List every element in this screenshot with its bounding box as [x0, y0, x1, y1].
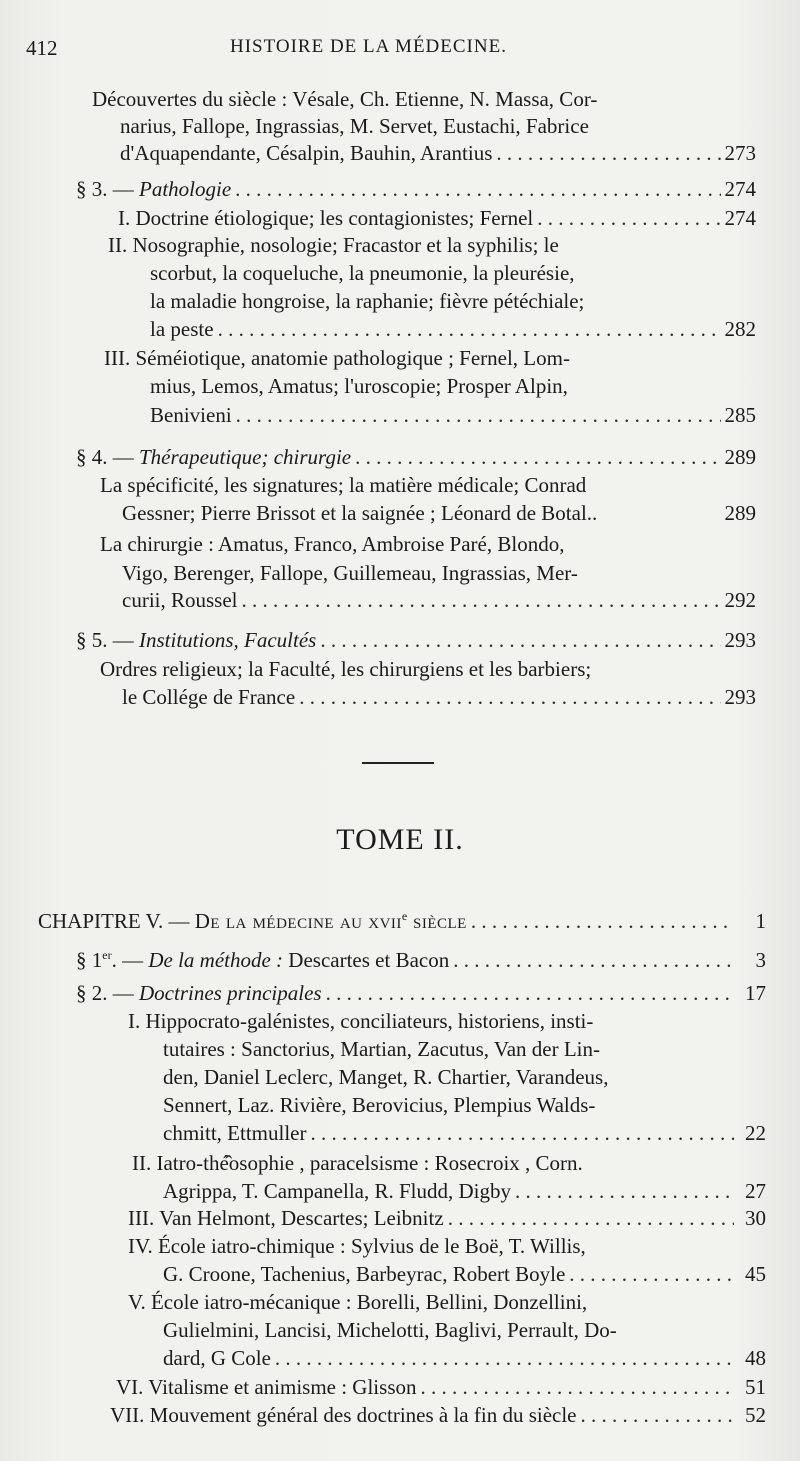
entry-line: Gulielmini, Lancisi, Michelotti, Baglivi, Perrault, Do- — [163, 1318, 617, 1342]
leader-dots — [320, 627, 720, 653]
entry-line: curii, Roussel — [122, 588, 238, 612]
page-ref: 292 — [724, 588, 756, 612]
toc-entry — [128, 1205, 766, 1231]
entry-line: Découvertes du siècle : Vésale, Ch. Etienne, N. Massa, Cor- — [92, 87, 598, 111]
chapter-entry — [38, 903, 766, 934]
entry-line: G. Croone, Tachenius, Barbeyrac, Robert Boyle — [163, 1262, 566, 1286]
entry-line: Agrippa, T. Campanella, R. Fludd, Digby — [163, 1179, 512, 1203]
leader-dots — [355, 444, 720, 470]
toc-entry — [163, 1261, 766, 1287]
divider-rule — [362, 762, 434, 764]
entry-line: la peste — [150, 317, 214, 341]
section-title: De la méthode : — [148, 948, 284, 972]
chapter-title-end: siècle — [407, 909, 467, 933]
leader-dots — [299, 684, 720, 710]
leader-dots — [326, 980, 734, 1006]
entry-line: I. Doctrine étiologique; les contagionistes; Fernel — [118, 206, 534, 230]
page-ref: 293 — [724, 628, 756, 652]
leader-dots — [448, 1205, 734, 1231]
leader-dots — [537, 205, 720, 231]
page-ref: 3 — [755, 948, 766, 972]
toc-entry — [122, 684, 756, 710]
page-ref: 17 — [745, 981, 766, 1005]
page-ref: 285 — [724, 403, 756, 427]
entry-line: Vigo, Berenger, Fallope, Guillemeau, Ingrassias, Mer- — [122, 561, 578, 585]
entry-line: Ordres religieux; la Faculté, les chirurgiens et les barbiers; — [100, 657, 592, 681]
entry-line: la maladie hongroise, la raphanie; fièvre pétéchiale; — [150, 289, 585, 313]
entry-line: II. Nosographie, nosologie; Fracastor et la syphilis; le — [108, 233, 559, 257]
leader-dots — [515, 1178, 734, 1204]
toc-entry — [122, 587, 756, 613]
entry-line: dard, G Cole — [163, 1346, 271, 1370]
section-label: § 5. — — [76, 628, 139, 652]
section-label: § 3. — — [76, 177, 139, 201]
leader-dots — [496, 140, 720, 166]
leader-dots — [569, 1261, 734, 1287]
entry-line: mius, Lemos, Amatus; l'uroscopie; Prosper Alpin, — [150, 374, 568, 398]
entry-line: chmitt, Ettmuller — [163, 1121, 307, 1145]
page-ref: 274 — [724, 177, 756, 201]
section-title: Institutions, Facultés — [139, 628, 317, 652]
page-ref: 289 — [724, 501, 756, 525]
leader-dots — [275, 1345, 734, 1371]
page-ref: 289 — [724, 445, 756, 469]
page-ref: 27 — [745, 1179, 766, 1203]
toc-entry — [163, 1345, 766, 1371]
toc-entry — [120, 140, 756, 166]
entry-line: III. Séméiotique, anatomie pathologique ; Fernel, Lom- — [104, 346, 570, 370]
page-ref: 30 — [745, 1206, 766, 1230]
entry-line: scorbut, la coqueluche, la pneumonie, la pleurésie, — [150, 261, 575, 285]
section-entry — [76, 942, 766, 973]
leader-dots — [242, 587, 721, 613]
page-ref: 1 — [755, 909, 766, 933]
toc-entry — [150, 316, 756, 342]
entry-line: Benivieni — [150, 403, 232, 427]
section-title: Thérapeutique; chirurgie — [139, 445, 352, 469]
entry-line: I. Hippocrato-galénistes, conciliateurs, historiens, insti- — [128, 1009, 594, 1033]
leader-dots — [421, 1374, 735, 1400]
entry-line: Gessner; Pierre Brissot et la saignée ; Léonard de Botal.. — [122, 501, 598, 525]
section-label: § 4. — — [76, 445, 139, 469]
section-label-end: . — — [111, 948, 149, 972]
page-ref: 274 — [724, 206, 756, 230]
entry-line: La chirurgie : Amatus, Franco, Ambroise Paré, Blondo, — [100, 532, 565, 556]
tome-heading: TOME II. — [336, 823, 464, 856]
toc-entry — [163, 1178, 766, 1204]
entry-line: le Collége de France — [122, 685, 296, 709]
page-ref: 273 — [724, 141, 756, 165]
chapter-label: CHAPITRE V. — — [38, 909, 195, 933]
entry-line: II. Iatro-thé̂osophie , paracelsisme : Rosecroix , Corn. — [132, 1151, 583, 1175]
toc-entry — [150, 402, 756, 428]
section-entry — [76, 444, 756, 470]
entry-line: VI. Vitalisme et animisme : Glisson — [116, 1375, 417, 1399]
entry-line: IV. École iatro-chimique : Sylvius de le Boë, T. Willis, — [128, 1234, 586, 1258]
page-ref: 45 — [745, 1262, 766, 1286]
entry-line: narius, Fallope, Ingrassias, M. Servet, Eustachi, Fabrice — [120, 114, 589, 138]
section-title: Pathologie — [139, 177, 232, 201]
chapter-title-sup: e — [401, 909, 408, 923]
leader-dots — [471, 908, 734, 934]
leader-dots — [453, 947, 734, 973]
leader-dots — [581, 1402, 734, 1428]
section-label-sup: er — [102, 948, 112, 962]
page-ref: 22 — [745, 1121, 766, 1145]
entry-line: III. Van Helmont, Descartes; Leibnitz — [128, 1206, 444, 1230]
chapter-title: De la médecine au xvii — [194, 909, 402, 933]
page-ref: 52 — [745, 1403, 766, 1427]
page-number: 412 — [26, 36, 58, 60]
entry-line: VII. Mouvement général des doctrines à la fin du siècle — [110, 1403, 577, 1427]
entry-line: La spécificité, les signatures; la matière médicale; Conrad — [100, 473, 587, 497]
page-ref: 48 — [745, 1346, 766, 1370]
toc-entry — [122, 500, 756, 526]
section-entry — [76, 627, 756, 653]
section-entry — [76, 980, 766, 1006]
section-title: Doctrines principales — [139, 981, 322, 1005]
section-entry — [76, 176, 756, 202]
leader-dots — [236, 402, 721, 428]
leader-dots — [235, 176, 720, 202]
leader-dots — [310, 1120, 734, 1146]
toc-entry — [163, 1120, 766, 1146]
section-label: § 2. — — [76, 981, 139, 1005]
toc-entry — [110, 1402, 766, 1428]
entry-line: Sennert, Laz. Rivière, Berovicius, Plempius Walds- — [163, 1093, 596, 1117]
entry-line: d'Aquapendante, Césalpin, Bauhin, Arantius — [120, 141, 493, 165]
toc-entry — [116, 1374, 766, 1400]
toc-entry — [118, 205, 756, 231]
page-ref: 51 — [745, 1375, 766, 1399]
running-title: HISTOIRE DE LA MÉDECINE. — [230, 36, 507, 57]
entry-line: den, Daniel Leclerc, Manget, R. Chartier, Varandeus, — [163, 1065, 609, 1089]
entry-line: tutaires : Sanctorius, Martian, Zacutus, Van der Lin- — [163, 1037, 601, 1061]
section-label: § 1 — [76, 948, 103, 972]
page-ref: 282 — [724, 317, 756, 341]
entry-line: V. École iatro-mécanique : Borelli, Bellini, Donzellini, — [128, 1290, 588, 1314]
leader-dots — [218, 316, 721, 342]
section-rest: Descartes et Bacon — [283, 948, 450, 972]
page-ref: 293 — [724, 685, 756, 709]
